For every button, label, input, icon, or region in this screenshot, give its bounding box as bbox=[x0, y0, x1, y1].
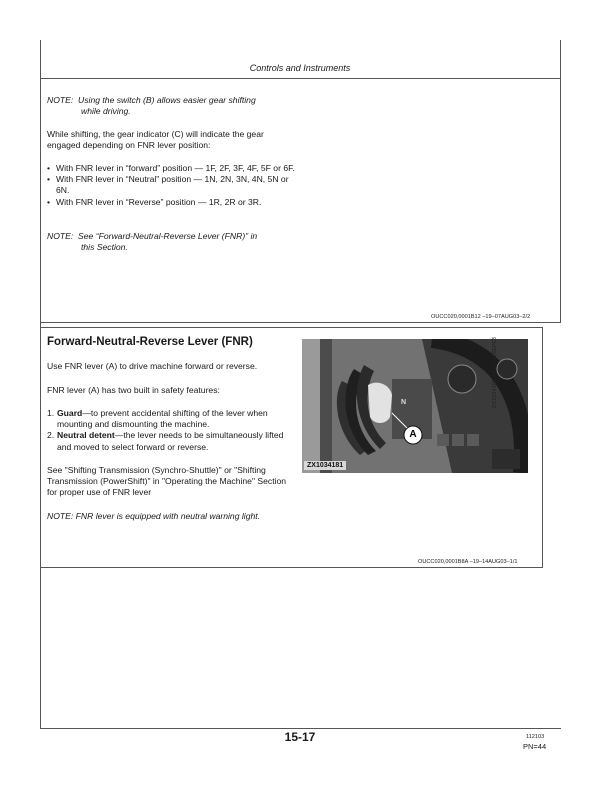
list-item bbox=[47, 408, 297, 430]
header-title: Controls and Instruments bbox=[249, 63, 351, 73]
lever-position-label: N bbox=[401, 399, 407, 406]
block2-bottom-rule bbox=[40, 567, 543, 568]
list-item: • With FNR lever in “Reverse” position — 1R, 2R or 3R. bbox=[47, 197, 299, 208]
block2-right-rule bbox=[542, 327, 543, 567]
footer-rule bbox=[40, 728, 561, 729]
note-switch bbox=[47, 95, 307, 117]
block1-right-rule bbox=[560, 78, 561, 322]
list-item: • With FNR lever in “Neutral” position — 1N, 2N, 3N, 4N, 5N or 6N. bbox=[47, 174, 299, 196]
shifting-reference-paragraph: See "Shifting Transmission (Synchro-Shuttle)" or "Shifting Transmission (PowerShift)" in "Operating the Machine" Section for proper use of FNR lever bbox=[47, 465, 287, 498]
section-title: Forward-Neutral-Reverse Lever (FNR) bbox=[47, 336, 253, 348]
callout-label: A bbox=[409, 429, 417, 440]
note-label: NOTE: bbox=[47, 95, 74, 105]
note-text-line1: See “Forward-Neutral-Reverse Lever (FNR)” in bbox=[78, 231, 258, 241]
gear-indicator-paragraph: While shifting, the gear indicator (C) will indicate the gear engaged depending on FNR lever position: bbox=[47, 129, 264, 151]
fnr-intro-paragraph: Use FNR lever (A) to drive machine forward or reverse. bbox=[47, 361, 258, 371]
item-term: Neutral detent bbox=[57, 430, 115, 441]
footer-code: 112103 bbox=[526, 734, 545, 740]
header-rule bbox=[40, 78, 561, 79]
item-number: 1. bbox=[47, 408, 55, 418]
note-text-line2: this Section. bbox=[81, 242, 128, 253]
note-text-line1: Using the switch (B) allows easier gear shifting bbox=[78, 95, 256, 105]
block2-top-rule bbox=[40, 327, 543, 328]
note-warning-light: NOTE: FNR lever is equipped with neutral warning light. bbox=[47, 511, 261, 521]
figure-id: ZX1034181 bbox=[304, 461, 346, 470]
item-text: —the lever needs to be simultaneously lifted and moved to select forward or reverse. bbox=[57, 430, 284, 452]
left-margin-rule bbox=[40, 40, 41, 728]
note-see-section bbox=[47, 231, 307, 253]
block1-bottom-rule bbox=[40, 322, 561, 323]
fnr-position-list bbox=[47, 163, 299, 208]
list-item: • With FNR lever in “forward” position — 1F, 2F, 3F, 4F, 5F or 6F. bbox=[47, 163, 299, 174]
right-margin-rule bbox=[560, 40, 561, 78]
item-term: Guard bbox=[57, 408, 83, 418]
safety-features-list bbox=[47, 408, 297, 453]
footer-pn: PN=44 bbox=[523, 742, 547, 751]
note-label: NOTE: bbox=[47, 231, 74, 241]
item-number: 2. bbox=[47, 430, 55, 441]
safety-features-paragraph: FNR lever (A) has two built in safety features: bbox=[47, 385, 220, 395]
reference-code: OUCC020,0001B8A –19–14AUG03–1/1 bbox=[418, 559, 518, 565]
note-text-line2: while driving. bbox=[81, 106, 131, 117]
item-text: —to prevent accidental shifting of the lever when mounting and dismounting the machine. bbox=[57, 408, 268, 430]
reference-code: OUCC020,0001B12 –19–07AUG03–2/2 bbox=[431, 314, 531, 320]
figure-side-code: ZX1034181 —UN–01SEP03 bbox=[492, 337, 498, 408]
list-item bbox=[47, 430, 297, 452]
page-number: 15-17 bbox=[284, 730, 316, 744]
